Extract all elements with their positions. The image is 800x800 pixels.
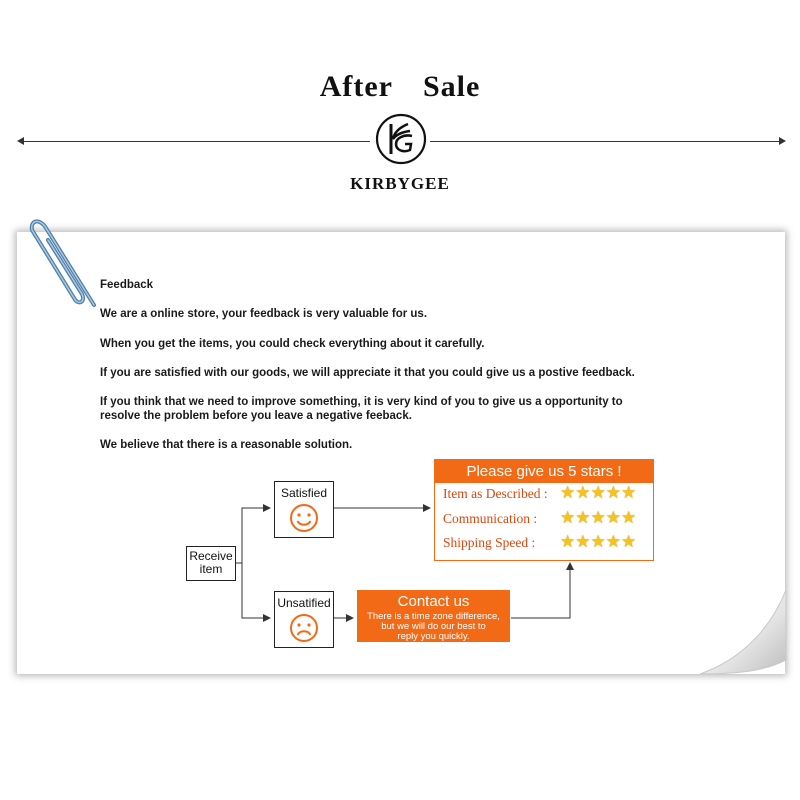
divider-left [22,141,370,142]
page-title: After Sale [319,70,481,103]
contact-message: There is a time zone difference, [367,611,500,622]
star-rating-shipping: ★★★★★ [560,532,637,551]
rating-title: Please give us 5 stars ! [435,460,653,483]
star-rating-communication: ★★★★★ [560,508,637,527]
satisfied-label: Satisfied [280,486,328,500]
smile-icon [288,502,320,534]
rating-label-shipping: Shipping Speed : [443,535,536,550]
feedback-line: If you are satisfied with our goods, we will appreciate it that you could give us a postive feedback. [100,367,635,379]
brand-logo-icon [374,112,428,166]
rating-label-communication: Communication : [443,511,538,526]
divider-right [430,141,780,142]
star-rating-item: ★★★★★ [560,483,637,502]
contact-title: Contact us [397,593,470,610]
contact-message: but we will do our best to [381,621,486,632]
rating-label-item: Item as Described : [443,486,548,501]
brand-name: KIRBYGEE [350,174,450,193]
rating-panel [434,459,654,561]
frown-icon [288,612,320,644]
unsatisfied-label: Unsatified [277,596,331,610]
receive-label: item [199,562,223,576]
divider-arrow-right [779,137,786,145]
receive-label: Receive [189,549,233,563]
receive-item-box [186,546,236,581]
page-curl-icon [700,590,792,680]
feedback-heading: Feedback [100,279,154,291]
feedback-line: If you think that we need to improve something, it is very kind of you to give us a opportunity to [100,396,623,408]
contact-message: reply you quickly. [397,631,470,642]
paperclip-icon [24,210,114,320]
feedback-line: We are a online store, your feedback is very valuable for us. [100,308,428,320]
unsatisfied-box [274,591,334,648]
feedback-line: We believe that there is a reasonable solution. [100,439,353,451]
satisfied-box [274,481,334,538]
feedback-line: When you get the items, you could check everything about it carefully. [100,338,485,350]
contact-us-box [357,590,510,642]
feedback-line: resolve the problem before you leave a negative feeback. [100,410,412,422]
